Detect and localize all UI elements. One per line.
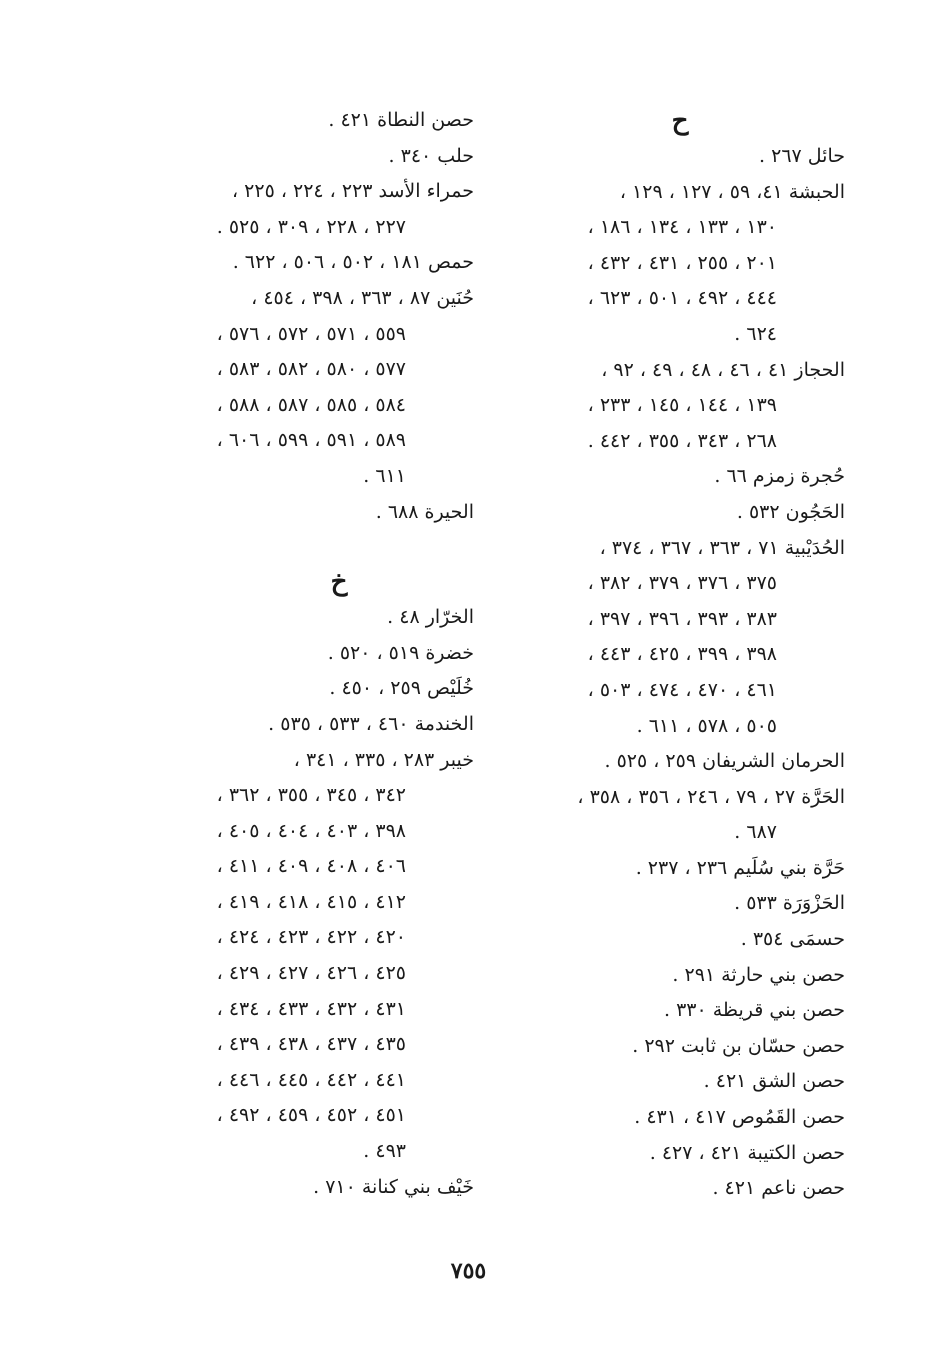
- index-entry-continuation: ٣٨٣ ، ٣٩٣ ، ٣٩٦ ، ٣٩٧ ،: [587, 607, 777, 630]
- index-entry-continuation: ٤٤٤ ، ٤٩٢ ، ٥٠١ ، ٦٢٣ ،: [587, 287, 777, 310]
- index-entry: حسمَى ٣٥٤ .: [740, 928, 845, 951]
- index-entry-continuation: ٤٠٦ ، ٤٠٨ ، ٤٠٩ ، ٤١١ ،: [216, 855, 406, 878]
- section-spacer: [144, 530, 474, 564]
- index-entry: حُنَين ٨٧ ، ٣٦٣ ، ٣٩٨ ، ٤٥٤ ،: [251, 286, 474, 309]
- index-entry: حائل ٢٦٧ .: [759, 145, 845, 167]
- index-column-right: [515, 103, 845, 1207]
- index-entry: الحَزْوَرَة ٥٣٣ .: [734, 892, 845, 915]
- index-entry: حصن حسّان بن ثابت ٢٩٢ .: [632, 1034, 845, 1057]
- index-entry: حصن القَمُوص ٤١٧ ، ٤٣١ .: [634, 1106, 845, 1129]
- index-entry-continuation: ٥٨٩ ، ٥٩١ ، ٥٩٩ ، ٦٠٦ ،: [216, 429, 406, 452]
- index-entry-continuation: ٥٠٥ ، ٥٧٨ ، ٦١١ .: [636, 714, 777, 737]
- index-entry-continuation: ٣٩٨ ، ٤٠٣ ، ٤٠٤ ، ٤٠٥ ،: [216, 819, 406, 842]
- index-entry-continuation: ٤٥١ ، ٤٥٢ ، ٤٥٩ ، ٤٩٢ ،: [216, 1104, 406, 1127]
- index-entry-continuation: ١٣٠ ، ١٣٣ ، ١٣٤ ، ١٨٦ ،: [587, 216, 777, 239]
- index-entry: خضرة ٥١٩ ، ٥٢٠ .: [327, 641, 474, 664]
- page-number: ٧٥٥: [450, 1258, 487, 1284]
- index-entry: الحَجُون ٥٣٢ .: [736, 500, 845, 523]
- index-entry: حلب ٣٤٠ .: [388, 144, 474, 167]
- index-entry-continuation: ١٣٩ ، ١٤٤ ، ١٤٥ ، ٢٣٣ ،: [587, 394, 777, 417]
- index-entry-continuation: ٤٦١ ، ٤٧٠ ، ٤٧٤ ، ٥٠٣ ،: [587, 678, 777, 701]
- section-letter-heading: خ: [330, 567, 348, 598]
- index-entry: حمراء الأسد ٢٢٣ ، ٢٢٤ ، ٢٢٥ ،: [232, 180, 474, 203]
- index-entry-continuation: ٤٩٣ .: [363, 1140, 406, 1163]
- index-column-left: [144, 103, 474, 1205]
- index-entry-continuation: ٣٤٢ ، ٣٤٥ ، ٣٥٥ ، ٣٦٢ ،: [216, 784, 406, 807]
- index-entry-continuation: ٢٦٨ ، ٣٤٣ ، ٣٥٥ ، ٤٤٢ .: [587, 429, 777, 452]
- index-entry: حصن بني قريظة ٣٣٠ .: [663, 999, 845, 1022]
- index-entry: الحبشة ٤١، ٥٩ ، ١٢٧ ، ١٢٩ ،: [619, 180, 845, 203]
- index-entry: خُلَيْص ٢٥٩ ، ٤٥٠ .: [329, 677, 474, 700]
- index-entry: خيبر ٢٨٣ ، ٣٣٥ ، ٣٤١ ،: [293, 748, 474, 771]
- index-entry: حصن بني حارثة ٢٩١ .: [672, 963, 845, 986]
- index-entry: الخندمة ٤٦٠ ، ٥٣٣ ، ٥٣٥ .: [268, 712, 474, 735]
- index-entry-continuation: ٦٨٧ .: [734, 821, 777, 844]
- index-entry-continuation: ٣٧٥ ، ٣٧٦ ، ٣٧٩ ، ٣٨٢ ،: [587, 572, 777, 595]
- index-entry-continuation: ٢٠١ ، ٢٥٥ ، ٤٣١ ، ٤٣٢ ،: [587, 251, 777, 274]
- index-entry: الحيرة ٦٨٨ .: [375, 500, 474, 523]
- index-entry-continuation: ٤٢٥ ، ٤٢٦ ، ٤٢٧ ، ٤٢٩ ،: [216, 962, 406, 985]
- index-entry: الحرمان الشريفان ٢٥٩ ، ٥٢٥ .: [604, 750, 845, 773]
- index-entry: حَرَّة بني سُلَيم ٢٣٦ ، ٢٣٧ .: [635, 856, 845, 879]
- index-entry-continuation: ٥٥٩ ، ٥٧١ ، ٥٧٢ ، ٥٧٦ ،: [216, 322, 406, 345]
- index-entry-continuation: ٥٧٧ ، ٥٨٠ ، ٥٨٢ ، ٥٨٣ ،: [216, 358, 406, 381]
- index-entry: الحجاز ٤١ ، ٤٦ ، ٤٨ ، ٤٩ ، ٩٢ ،: [601, 358, 845, 381]
- index-entry: حصن الكتيبة ٤٢١ ، ٤٢٧ .: [649, 1141, 845, 1164]
- index-entry: الخرّار ٤٨ .: [387, 606, 474, 629]
- index-entry: حمص ١٨١ ، ٥٠٢ ، ٥٠٦ ، ٦٢٢ .: [232, 251, 474, 274]
- index-entry-continuation: ٣٩٨ ، ٣٩٩ ، ٤٢٥ ، ٤٤٣ ،: [587, 643, 777, 666]
- index-entry-continuation: ٤٤١ ، ٤٤٢ ، ٤٤٥ ، ٤٤٦ ،: [216, 1068, 406, 1091]
- index-entry-continuation: ٥٨٤ ، ٥٨٥ ، ٥٨٧ ، ٥٨٨ ،: [216, 393, 406, 416]
- index-entry-continuation: ٢٢٧ ، ٢٢٨ ، ٣٠٩ ، ٥٢٥ .: [216, 215, 406, 238]
- section-letter-heading: ح: [671, 106, 689, 136]
- index-entry: حصن ناعم ٤٢١ .: [712, 1177, 845, 1200]
- index-entry-continuation: ٤٣١ ، ٤٣٢ ، ٤٣٣ ، ٤٣٤ ،: [216, 997, 406, 1020]
- index-entry-continuation: ٦١١ .: [363, 464, 406, 487]
- index-entry-continuation: ٤١٢ ، ٤١٥ ، ٤١٨ ، ٤١٩ ،: [216, 890, 406, 913]
- index-entry-continuation: ٦٢٤ .: [734, 322, 777, 345]
- index-entry-continuation: ٤٣٥ ، ٤٣٧ ، ٤٣٨ ، ٤٣٩ ،: [216, 1033, 406, 1056]
- index-entry: حصن النطاة ٤٢١ .: [328, 109, 474, 131]
- index-entry-continuation: ٤٢٠ ، ٤٢٢ ، ٤٢٣ ، ٤٢٤ ،: [216, 926, 406, 949]
- index-entry: الحُدَيْبية ٧١ ، ٣٦٣ ، ٣٦٧ ، ٣٧٤ ،: [599, 536, 845, 559]
- index-entry: خَيْف بني كنانة ٧١٠ .: [313, 1175, 474, 1198]
- index-entry: حُجرة زمزم ٦٦ .: [714, 465, 845, 488]
- index-entry: الحَرَّة ٢٧ ، ٧٩ ، ٢٤٦ ، ٣٥٦ ، ٣٥٨ ،: [577, 785, 845, 808]
- index-entry: حصن الشق ٤٢١ .: [703, 1070, 845, 1093]
